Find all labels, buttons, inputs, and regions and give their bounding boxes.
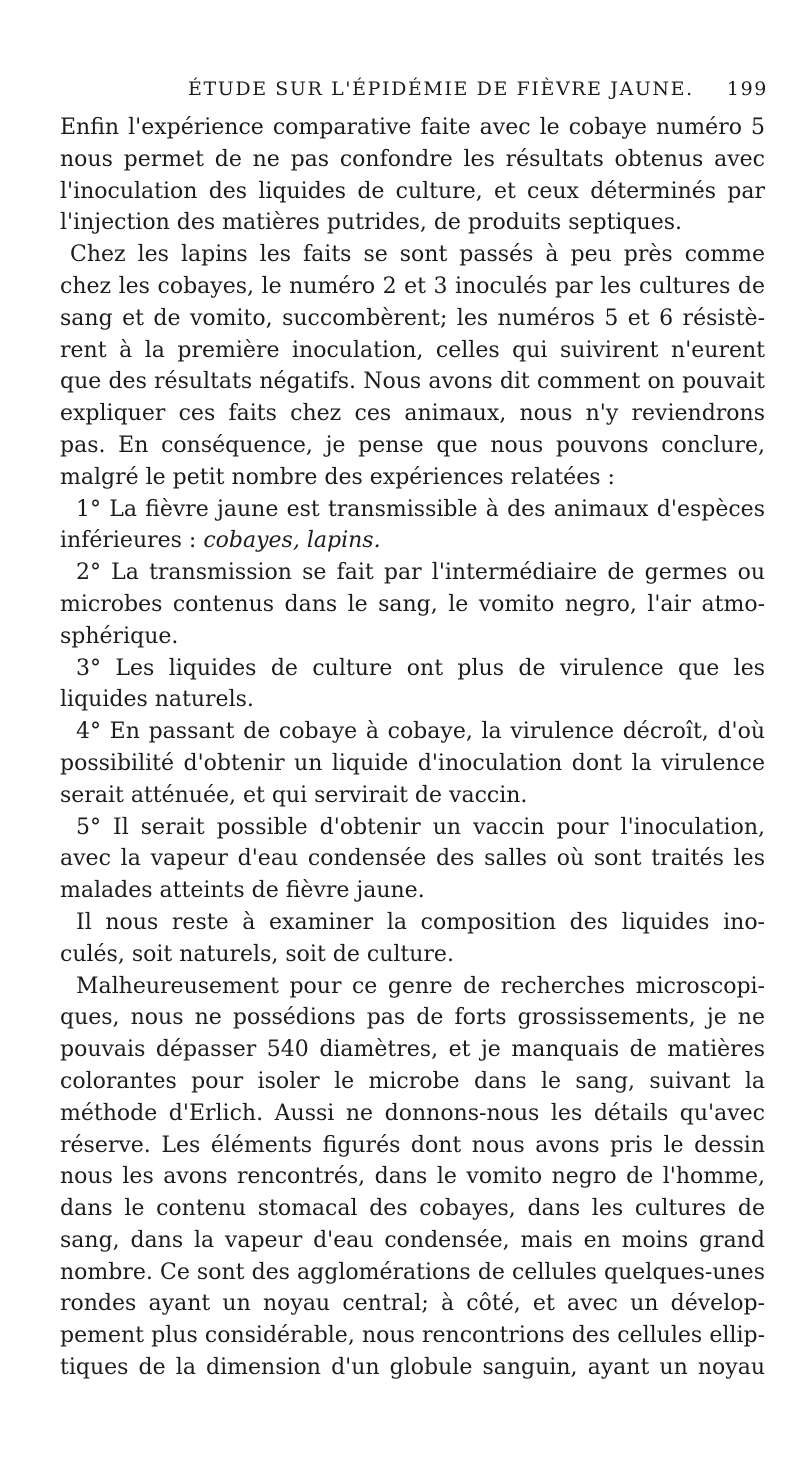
text-line: nombre. Ce sont des agglomérations de cellules quelques-unes bbox=[60, 1259, 765, 1285]
text-line: pouvais dépasser 540 diamètres, et je manquais de matières bbox=[60, 1037, 765, 1063]
text-line: malades atteints de fièvre jaune. bbox=[60, 878, 425, 904]
text-line: serait atténuée, et qui servirait de vaccin. bbox=[60, 782, 528, 808]
text-line: liquides naturels. bbox=[60, 687, 254, 713]
text-line: pas. En conséquence, je pense que nous pouvons conclure, bbox=[60, 432, 765, 458]
text-line: pement plus considérable, nous rencontrions des cellules ellip- bbox=[60, 1323, 765, 1349]
text-line: avec la vapeur d'eau condensée des salles où sont traités les bbox=[60, 846, 765, 872]
text-segment: inférieures : bbox=[60, 528, 204, 554]
text-line: dans le contenu stomacal des cobayes, dans les cultures de bbox=[60, 1196, 765, 1222]
running-title: ÉTUDE SUR L'ÉPIDÉMIE DE FIÈVRE JAUNE. bbox=[188, 78, 694, 100]
text-line: Chez les lapins les faits se sont passés à peu près comme bbox=[70, 242, 765, 268]
text-line: nous les avons rencontrés, dans le vomito negro de l'homme, bbox=[60, 1164, 765, 1190]
body-text bbox=[60, 112, 765, 1384]
text-line: rondes ayant un noyau central; à côté, et avec un dévelop- bbox=[60, 1291, 765, 1317]
text-line: expliquer ces faits chez ces animaux, nous n'y reviendrons bbox=[60, 401, 765, 427]
text-line: ques, nous ne possédions pas de forts grossissements, je ne bbox=[60, 1005, 765, 1031]
text-line: Malheureusement pour ce genre de recherches microscopi- bbox=[76, 973, 765, 999]
text-line: nous permet de ne pas confondre les résultats obtenus avec bbox=[60, 146, 765, 172]
text-line: rent à la première inoculation, celles qui suivirent n'eurent bbox=[60, 337, 765, 363]
text-line: 3° Les liquides de culture ont plus de virulence que les bbox=[76, 655, 765, 681]
text-line: culés, soit naturels, soit de culture. bbox=[60, 941, 454, 967]
text-line: sphérique. bbox=[60, 623, 179, 649]
text-line: 1° La fièvre jaune est transmissible à des animaux d'espèces bbox=[76, 496, 765, 522]
text-line: réserve. Les éléments figurés dont nous avons pris le dessin bbox=[60, 1132, 765, 1158]
text-line: Enfin l'expérience comparative faite avec le cobaye numéro 5 bbox=[60, 115, 765, 140]
text-line: 2° La transmission se fait par l'intermédiaire de germes ou bbox=[76, 560, 765, 586]
text-line: l'inoculation des liquides de culture, et ceux déterminés par bbox=[60, 178, 765, 204]
text-line: 4° En passant de cobaye à cobaye, la virulence décroît, d'où bbox=[76, 719, 765, 745]
text-line bbox=[60, 525, 765, 557]
text-line: 5° Il serait possible d'obtenir un vaccin pour l'inoculation, bbox=[76, 814, 765, 840]
page-number: 199 bbox=[726, 78, 768, 100]
text-line: chez les cobayes, le numéro 2 et 3 inoculés par les cultures de bbox=[60, 273, 765, 299]
italic-text: cobayes, lapins. bbox=[203, 528, 381, 554]
text-line: méthode d'Erlich. Aussi ne donnons-nous les détails qu'avec bbox=[60, 1100, 765, 1126]
text-line: l'injection des matières putrides, de produits septiques. bbox=[60, 210, 683, 236]
text-line: malgré le petit nombre des expériences relatées : bbox=[60, 464, 615, 490]
text-line: Il nous reste à examiner la composition des liquides ino- bbox=[76, 909, 765, 935]
text-line: sang et de vomito, succombèrent; les numéros 5 et 6 résistè- bbox=[60, 305, 765, 331]
text-line: possibilité d'obtenir un liquide d'inoculation dont la virulence bbox=[60, 750, 765, 776]
text-line: colorantes pour isoler le microbe dans le sang, suivant la bbox=[60, 1068, 765, 1094]
text-line: que des résultats négatifs. Nous avons dit comment on pouvait bbox=[60, 369, 765, 395]
text-line: microbes contenus dans le sang, le vomito negro, l'air atmo- bbox=[60, 591, 765, 617]
text-line: sang, dans la vapeur d'eau condensée, mais en moins grand bbox=[60, 1227, 765, 1253]
running-head bbox=[188, 78, 768, 108]
text-line: tiques de la dimension d'un globule sanguin, ayant un noyau bbox=[60, 1355, 765, 1381]
